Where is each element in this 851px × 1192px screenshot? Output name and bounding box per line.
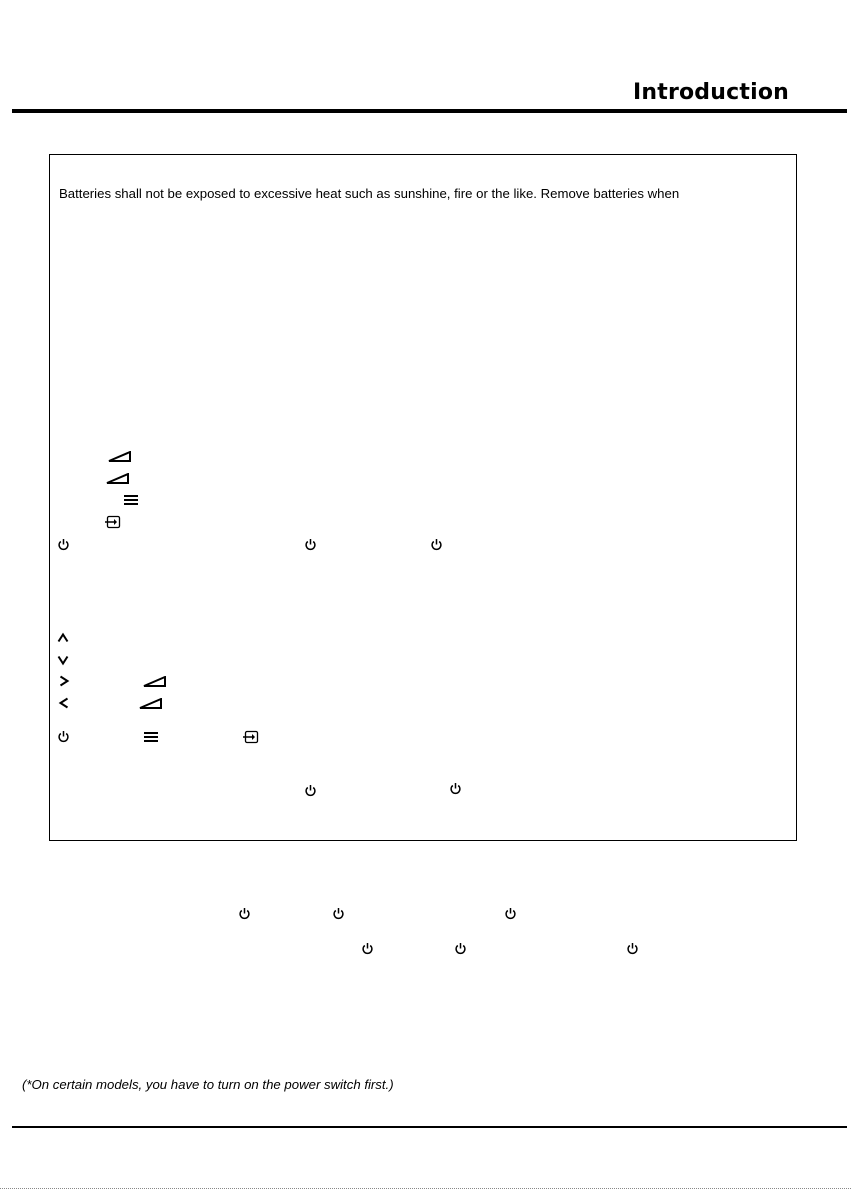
power-icon — [304, 538, 317, 551]
volume-down-icon — [138, 698, 164, 710]
power-icon — [238, 907, 251, 920]
power-icon — [57, 538, 70, 551]
power-icon — [361, 942, 374, 955]
power-icon — [449, 782, 462, 795]
chevron-right-icon — [58, 675, 70, 687]
input-source-icon — [243, 730, 259, 744]
page-edge-dotted-line — [0, 1188, 851, 1189]
battery-warning-text: Batteries shall not be exposed to excessive heat such as sunshine, fire or the like. Remove batteries when — [59, 186, 680, 201]
input-source-icon — [105, 515, 121, 529]
menu-icon — [124, 494, 138, 506]
power-icon — [304, 784, 317, 797]
chevron-down-icon — [57, 654, 69, 666]
footer-rule — [12, 1126, 847, 1128]
volume-down-icon — [105, 473, 131, 485]
power-icon — [332, 907, 345, 920]
volume-up-icon — [107, 451, 133, 463]
power-icon — [454, 942, 467, 955]
power-icon — [504, 907, 517, 920]
header-rule — [12, 109, 847, 113]
chevron-left-icon — [58, 697, 70, 709]
power-switch-footnote: (*On certain models, you have to turn on the power switch first.) — [22, 1077, 394, 1092]
power-icon — [57, 730, 70, 743]
notice-box — [49, 154, 797, 841]
page-title: Introduction — [632, 80, 789, 105]
chevron-up-icon — [57, 632, 69, 644]
volume-up-icon — [142, 676, 168, 688]
power-icon — [626, 942, 639, 955]
menu-icon — [144, 731, 158, 743]
power-icon — [430, 538, 443, 551]
